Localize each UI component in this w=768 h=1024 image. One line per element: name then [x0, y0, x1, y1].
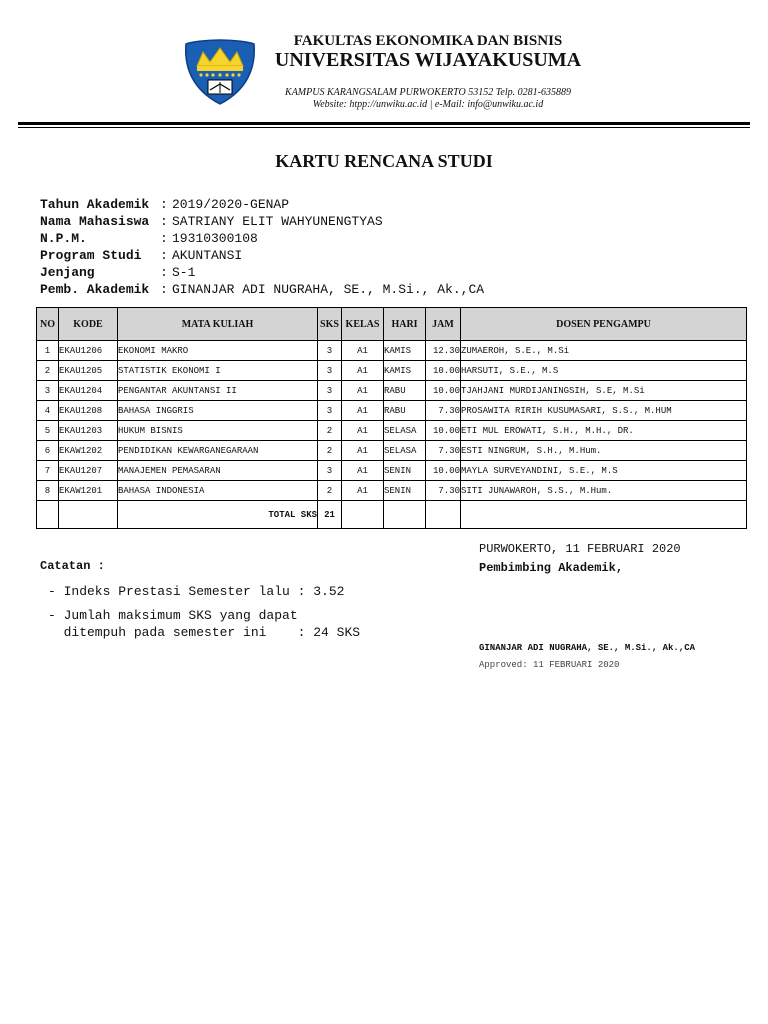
cell-dosen: MAYLA SURVEYANDINI, S.E., M.S	[461, 461, 747, 481]
info-value: 19310300108	[172, 231, 258, 246]
cell-mata-kuliah: BAHASA INDONESIA	[118, 481, 318, 501]
cell-kode: EKAU1204	[59, 381, 118, 401]
table-total-row	[37, 501, 747, 529]
table-row	[37, 461, 747, 481]
column-header-dosen-pengampu: DOSEN PENGAMPU	[461, 308, 747, 341]
cell-mata-kuliah: HUKUM BISNIS	[118, 421, 318, 441]
cell-dosen: PROSAWITA RIRIH KUSUMASARI, S.S., M.HUM	[461, 401, 747, 421]
info-label: Pemb. Akademik	[40, 282, 150, 297]
info-value: SATRIANY ELIT WAHYUNENGTYAS	[172, 214, 383, 229]
student-info	[40, 196, 484, 298]
cell-empty	[461, 501, 747, 529]
cell-sks: 3	[318, 461, 342, 481]
cell-kode: EKAU1203	[59, 421, 118, 441]
cell-dosen: ESTI NINGRUM, S.H., M.Hum.	[461, 441, 747, 461]
cell-kode: EKAU1208	[59, 401, 118, 421]
info-label: Jenjang	[40, 265, 95, 280]
info-row-pemb-akademik: Pemb. Akademik : GINANJAR ADI NUGRAHA, SE., M.Si., Ak.,CA	[40, 282, 485, 297]
table-row	[37, 441, 747, 461]
column-header-kode: KODE	[59, 308, 118, 341]
table-row	[37, 401, 747, 421]
column-header-kelas: KELAS	[342, 308, 384, 341]
info-row-tahun-akademik: Tahun Akademik : 2019/2020-GENAP	[40, 197, 290, 212]
cell-no: 1	[37, 341, 59, 361]
cell-kelas: A1	[342, 341, 384, 361]
cell-kelas: A1	[342, 361, 384, 381]
cell-kode: EKAW1201	[59, 481, 118, 501]
cell-kelas: A1	[342, 381, 384, 401]
cell-sks: 2	[318, 421, 342, 441]
cell-mata-kuliah: STATISTIK EKONOMI I	[118, 361, 318, 381]
note-max-sks-line2: ditempuh pada semester ini : 24 SKS	[48, 625, 361, 640]
cell-jam: 10.00	[426, 461, 461, 481]
cell-hari: SELASA	[384, 421, 426, 441]
info-label: N.P.M.	[40, 231, 87, 246]
info-row-npm: N.P.M. : 19310300108	[40, 231, 258, 246]
cell-sks: 2	[318, 481, 342, 501]
note-ip-semester: - Indeks Prestasi Semester lalu : 3.52	[48, 584, 345, 599]
info-label: Nama Mahasiswa	[40, 214, 150, 229]
note-max-sks-line1: - Jumlah maksimum SKS yang dapat	[48, 608, 298, 623]
cell-no: 8	[37, 481, 59, 501]
cell-empty	[342, 501, 384, 529]
cell-hari: SENIN	[384, 481, 426, 501]
course-table	[36, 307, 747, 529]
cell-mata-kuliah: PENDIDIKAN KEWARGANEGARAAN	[118, 441, 318, 461]
column-header-sks: SKS	[318, 308, 342, 341]
cell-jam: 10.00	[426, 421, 461, 441]
cell-kelas: A1	[342, 481, 384, 501]
cell-no: 3	[37, 381, 59, 401]
total-sks-value: 21	[318, 501, 342, 529]
header-divider-thin	[18, 127, 750, 128]
table-row	[37, 421, 747, 441]
cell-mata-kuliah: MANAJEMEN PEMASARAN	[118, 461, 318, 481]
cell-jam: 7.30	[426, 401, 461, 421]
faculty-name: FAKULTAS EKONOMIKA DAN BISNIS	[293, 33, 563, 49]
table-header-row	[37, 308, 747, 341]
header-divider-thick	[18, 122, 750, 125]
cell-sks: 3	[318, 341, 342, 361]
table-row	[37, 481, 747, 501]
cell-kelas: A1	[342, 401, 384, 421]
cell-mata-kuliah: BAHASA INGGRIS	[118, 401, 318, 421]
info-row-jenjang: Jenjang : S-1	[40, 265, 196, 280]
cell-kelas: A1	[342, 461, 384, 481]
table-row	[37, 381, 747, 401]
cell-hari: KAMIS	[384, 341, 426, 361]
cell-dosen: TJAHJANI MURDIJANINGSIH, S.E, M.Si	[461, 381, 747, 401]
cell-sks: 3	[318, 381, 342, 401]
notes-title: Catatan :	[40, 559, 105, 573]
cell-mata-kuliah: PENGANTAR AKUNTANSI II	[118, 381, 318, 401]
cell-no: 6	[37, 441, 59, 461]
cell-dosen: ZUMAEROH, S.E., M.Si	[461, 341, 747, 361]
cell-dosen: HARSUTI, S.E., M.S	[461, 361, 747, 381]
cell-kelas: A1	[342, 421, 384, 441]
contact-website: Website: htpp://unwiku.ac.id | e-Mail: info@unwiku.ac.id	[312, 99, 544, 110]
document-title: KARTU RENCANA STUDI	[275, 151, 493, 171]
cell-dosen: SITI JUNAWAROH, S.S., M.Hum.	[461, 481, 747, 501]
cell-jam: 7.30	[426, 481, 461, 501]
cell-hari: KAMIS	[384, 361, 426, 381]
university-logo	[183, 38, 257, 106]
cell-no: 5	[37, 421, 59, 441]
cell-empty	[59, 501, 118, 529]
cell-kode: EKAW1202	[59, 441, 118, 461]
university-name: UNIVERSITAS WIJAYAKUSUMA	[274, 49, 582, 71]
info-label: Program Studi	[40, 248, 142, 263]
total-sks-label: TOTAL SKS	[118, 501, 318, 529]
info-label: Tahun Akademik	[40, 197, 150, 212]
cell-jam: 10.00	[426, 381, 461, 401]
info-value: 2019/2020-GENAP	[172, 197, 290, 212]
info-value: AKUNTANSI	[172, 248, 243, 263]
column-header-mata-kuliah: MATA KULIAH	[118, 308, 318, 341]
column-header-hari: HARI	[384, 308, 426, 341]
campus-address: KAMPUS KARANGSALAM PURWOKERTO 53152 Telp. 0281-635889	[285, 87, 571, 98]
cell-hari: SELASA	[384, 441, 426, 461]
cell-dosen: ETI MUL EROWATI, S.H., M.H., DR.	[461, 421, 747, 441]
signature-name: GINANJAR ADI NUGRAHA, SE., M.Si., Ak.,CA	[479, 643, 696, 653]
cell-no: 7	[37, 461, 59, 481]
table-row	[37, 361, 747, 381]
signature-approved-date: Approved: 11 FEBRUARI 2020	[479, 660, 620, 670]
info-row-program-studi: Program Studi : AKUNTANSI	[40, 248, 243, 263]
info-value: GINANJAR ADI NUGRAHA, SE., M.Si., Ak.,CA	[172, 282, 485, 297]
cell-no: 2	[37, 361, 59, 381]
cell-jam: 10.00	[426, 361, 461, 381]
cell-sks: 3	[318, 361, 342, 381]
cell-kode: EKAU1205	[59, 361, 118, 381]
cell-jam: 7.30	[426, 441, 461, 461]
table-row	[37, 341, 747, 361]
cell-kode: EKAU1207	[59, 461, 118, 481]
column-header-no: NO	[37, 308, 59, 341]
university-crest-icon	[183, 38, 257, 106]
signature-role: Pembimbing Akademik,	[479, 561, 624, 575]
cell-hari: SENIN	[384, 461, 426, 481]
info-row-nama-mahasiswa: Nama Mahasiswa : SATRIANY ELIT WAHYUNENGTYAS	[40, 214, 383, 229]
signature-place-date: PURWOKERTO, 11 FEBRUARI 2020	[479, 542, 681, 556]
cell-sks: 3	[318, 401, 342, 421]
cell-kode: EKAU1206	[59, 341, 118, 361]
cell-empty	[384, 501, 426, 529]
cell-empty	[426, 501, 461, 529]
cell-mata-kuliah: EKONOMI MAKRO	[118, 341, 318, 361]
cell-sks: 2	[318, 441, 342, 461]
cell-jam: 12.30	[426, 341, 461, 361]
cell-kelas: A1	[342, 441, 384, 461]
cell-empty	[37, 501, 59, 529]
info-value: S-1	[172, 265, 196, 280]
cell-hari: RABU	[384, 381, 426, 401]
cell-no: 4	[37, 401, 59, 421]
column-header-jam: JAM	[426, 308, 461, 341]
cell-hari: RABU	[384, 401, 426, 421]
